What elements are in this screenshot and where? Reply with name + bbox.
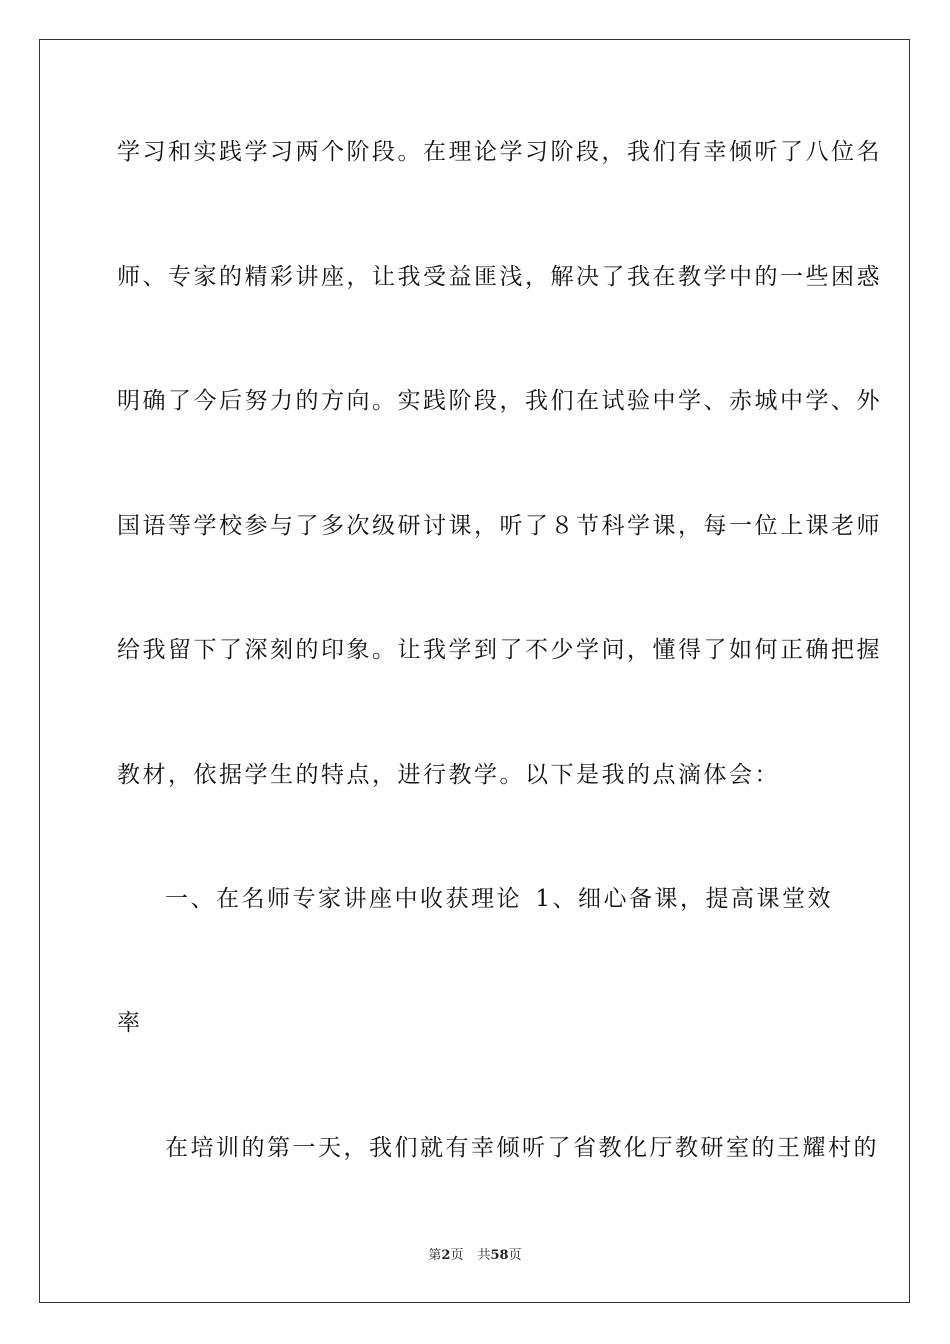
total-pages: 58 [490,1248,509,1263]
subsection-heading: 1、细心备课，提高课堂效 [535,886,833,912]
body-line-3: 明确了今后努力的方向。实践阶段，我们在试验中学、赤城中学、外 [117,388,882,414]
subsection-heading-wrap: 率 [117,1010,143,1036]
body-line-4: 国语等学校参与了多次级研讨课，听了８节科学课，每一位上课老师 [117,513,882,539]
page-number: 2 [441,1248,451,1263]
section-heading-row [165,884,833,914]
body-line-5: 给我留下了深刻的印象。让我学到了不少学问，懂得了如何正确把握 [117,637,882,663]
total-prefix: 共 [477,1248,491,1263]
page-frame [39,39,910,1303]
paragraph-start: 在培训的第一天，我们就有幸倾听了省教化厅教研室的王耀村的 [165,1135,879,1161]
page-footer [0,1247,950,1265]
body-line-6: 教材，依据学生的特点，进行教学。以下是我的点滴体会： [117,762,780,788]
page-prefix: 第 [428,1248,442,1263]
body-line-2: 师、专家的精彩讲座，让我受益匪浅，解决了我在教学中的一些困惑 [117,264,882,290]
total-suffix: 页 [508,1248,522,1263]
body-line-1: 学习和实践学习两个阶段。在理论学习阶段，我们有幸倾听了八位名 [117,139,882,165]
section-heading: 一、在名师专家讲座中收获理论 [165,886,522,912]
page-suffix: 页 [450,1248,464,1263]
